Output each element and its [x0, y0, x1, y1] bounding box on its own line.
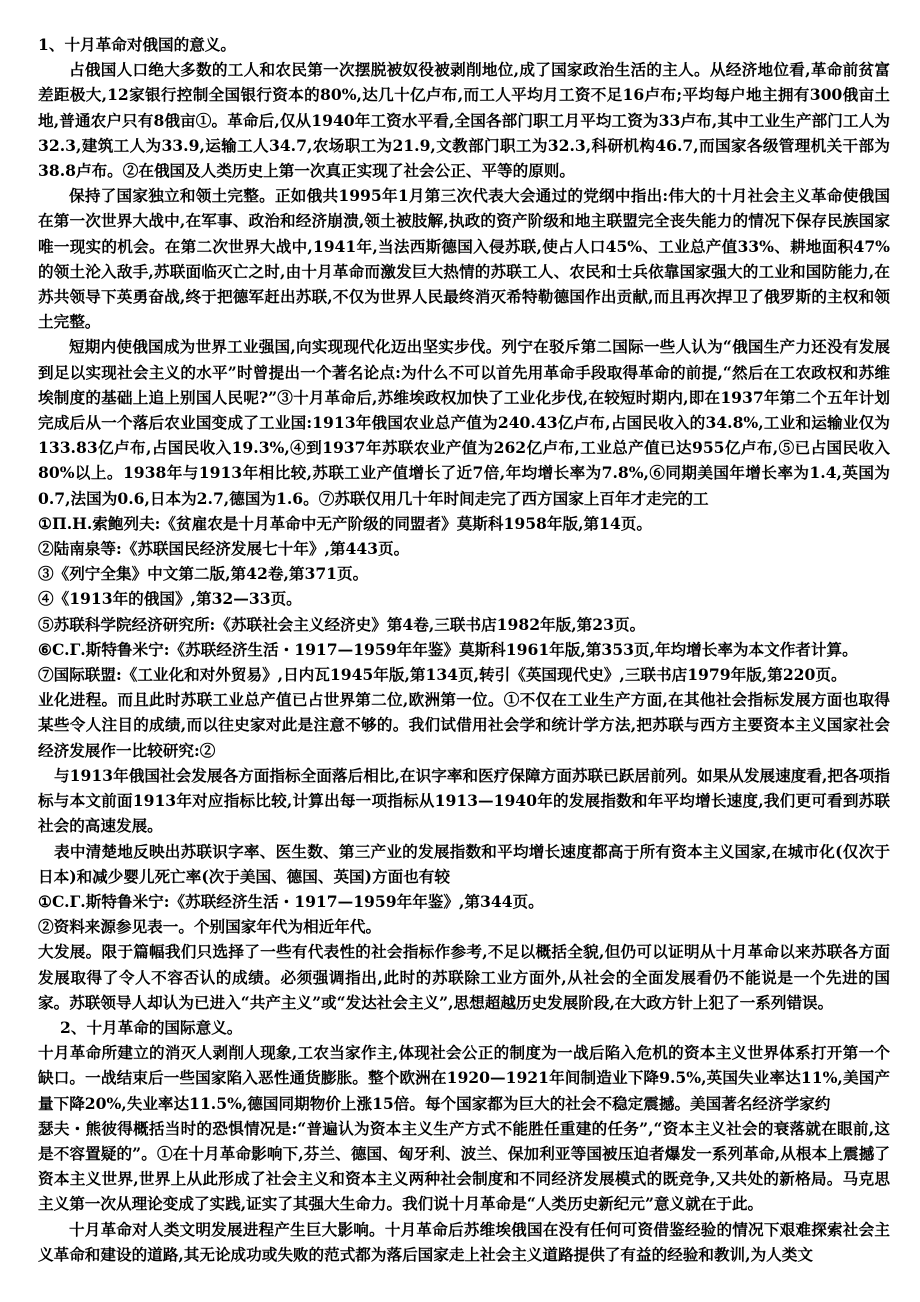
section-heading-2: 2、十月革命的国际意义。	[60, 1017, 243, 1037]
footnote: ⑤苏联科学院经济研究所:《苏联社会主义经济史》第4卷,三联书店1982年版,第23页。	[38, 614, 646, 634]
paragraph: 保持了国家独立和领土完整。正如俄共1995年1月第三次代表大会通过的党纲中指出:伟大的十月社会主义革命使俄国在第一次世界大战中,在军事、政治和经济崩溃,领土被肢解,执政的资产阶级和地主联盟完全丧失能力的情况下保存民族国家唯一现实的机会。在第二次世界大战中,1941年,当法西斯德国入侵苏联,使占人口45%、工业总产值33%、耕地面积47%的领土沦入敌手,苏联面临灭亡之时,由十月革命而激发巨大热情的苏联工人、农民和士兵依靠国家强大的工业和国防能力,在苏共领导下英勇奋战,终于把德军赶出苏联,不仅为世界人民最终消灭希特勒德国作出贡献,而且再次捍卫了俄罗斯的主权和领土完整。	[38, 186, 890, 332]
paragraph: 十月革命所建立的消灭人剥削人现象,工农当家作主,体现社会公正的制度为一战后陷入危机的资本主义世界体系打开第一个缺口。一战结束后一些国家陷入恶性通货膨胀。整个欧洲在1920—1921年间制造业下降9.5%,英国失业率达11%,美国产量下降20%,失业率达11.5%,德国同期物价上涨15倍。每个国家都为巨大的社会不稳定震撼。美国著名经济学家约	[38, 1043, 890, 1113]
section-heading-1: 1、十月革命对俄国的意义。	[38, 35, 236, 54]
paragraph: 瑟夫・熊彼得概括当时的恐惧情况是:“普遍认为资本主义生产方式不能胜任重建的任务”,“资本主义社会的衰落就在眼前,这是不容置疑的”。①在十月革命影响下,芬兰、德国、匈牙利、波兰、保加利亚等国被压迫者爆发一系列革命,从根本上震撼了资本主义世界,世界上从此形成了社会主义和资本主义两种社会制度和不同经济发展模式的既竞争,又共处的新格局。马克思主义第一次从理论变成了实践,证实了其强大生命力。我们说十月革命是“人类历史新纪元”意义就在于此。	[38, 1118, 890, 1214]
paragraph: 短期内使俄国成为世界工业强国,向实现现代化迈出坚实步伐。列宁在驳斥第二国际一些人认为“俄国生产力还没有发展到足以实现社会主义的水平”时曾提出一个著名论点:为什么不可以首先用革命手段取得革命的前提,“然后在工农政权和苏维埃制度的基础上追上别国人民呢?”③十月革命后,苏维埃政权加快了工业化步伐,在较短时期内,即在1937年第二个五年计划完成后从一个落后农业国变成了工业国:1913年俄国农业总产值为240.43亿卢布,占国民收入的34.8%,工业和运输业仅为133.83亿卢布,占国民收入19.3%,④到1937年苏联农业产值为262亿卢布,工业总产值已达955亿卢布,⑤已占国民收入80%以上。1938年与1913年相比较,苏联工业产值增长了近7倍,年均增长率为7.8%,⑥同期美国年增长率为1.4,英国为0.7,法国为0.6,日本为2.7,德国为1.6。⑦苏联仅用几十年时间走完了西方国家上百年才走完的工	[38, 337, 890, 508]
footnote: ①П.Н.索鲍列夫:《贫雇农是十月革命中无产阶级的同盟者》莫斯科1958年版,第14页。	[38, 513, 652, 533]
footnote: ⑥C.Г.斯特鲁米宁:《苏联经济生活・1917—1959年年鉴》莫斯科1961年版,第353页,年均增长率为本文作者计算。	[38, 639, 858, 659]
paragraph: 业化进程。而且此时苏联工业总产值已占世界第二位,欧洲第一位。①不仅在工业生产方面,在其他社会指标发展方面也取得某些令人注目的成绩,而以往史家对此是注意不够的。我们试借用社会学和统计学方法,把苏联与西方主要资本主义国家社会经济发展作一比较研究:②	[38, 690, 890, 760]
paragraph: 占俄国人口绝大多数的工人和农民第一次摆脱被奴役被剥削地位,成了国家政治生活的主人。从经济地位看,革命前贫富差距极大,12家银行控制全国银行资本的80%,达几十亿卢布,而工人平均月工资不足16卢布;平均每户地主拥有300俄亩土地,普通农户只有8俄亩①。革命后,仅从1940年工资水平看,全国各部门职工月平均工资为33卢布,其中工业生产部门工人为32.3,建筑工人为33.9,运输工人34.7,农场职工为21.9,文教部门职工为32.3,科研机构46.7,而国家各级管理机关干部为38.8卢布。②在俄国及人类历史上第一次真正实现了社会公正、平等的原则。	[38, 60, 890, 181]
footnote: ③《列宁全集》中文第二版,第42卷,第371页。	[38, 564, 369, 584]
footnote: ②资料来源参见表一。个别国家年代为相近年代。	[38, 917, 382, 937]
paragraph: 大发展。限于篇幅我们只选择了一些有代表性的社会指标作参考,不足以概括全貌,但仍可以证明从十月革命以来苏联各方面发展取得了令人不容否认的成绩。必须强调指出,此时的苏联除工业方面外,从社会的全面发展看仍不能说是一个先进的国家。苏联领导人却认为已进入“共产主义”或“发达社会主义”,思想超越历史发展阶段,在大政方针上犯了一系列错误。	[38, 942, 890, 1012]
footnote: ②陆南泉等:《苏联国民经济发展七十年》,第443页。	[38, 539, 410, 559]
footnote: ④《1913年的俄国》,第32—33页。	[38, 589, 302, 609]
footnote: ①C.Г.斯特鲁米宁:《苏联经济生活・1917—1959年年鉴》,第344页。	[38, 891, 544, 911]
footnote: ⑦国际联盟:《工业化和对外贸易》,日内瓦1945年版,第134页,转引《英国现代史》,三联书店1979年版,第220页。	[38, 665, 847, 685]
paragraph: 表中清楚地反映出苏联识字率、医生数、第三产业的发展指数和平均增长速度都高于所有资本主义国家,在城市化(仅次于日本)和减少婴儿死亡率(次于美国、德国、英国)方面也有较	[38, 841, 890, 886]
paragraph: 与1913年俄国社会发展各方面指标全面落后相比,在识字率和医疗保障方面苏联已跃居前列。如果从发展速度看,把各项指标与本文前面1913年对应指标比较,计算出每一项指标从1913—1940年的发展指数和年平均增长速度,我们更可看到苏联社会的高速发展。	[38, 765, 890, 836]
paragraph: 十月革命对人类文明发展进程产生巨大影响。十月革命后苏维埃俄国在没有任何可资借鉴经验的情况下艰难探索社会主义革命和建设的道路,其无论成功或失败的范式都为落后国家走上社会主义道路提供了有益的经验和教训,为人类文	[38, 1219, 890, 1264]
